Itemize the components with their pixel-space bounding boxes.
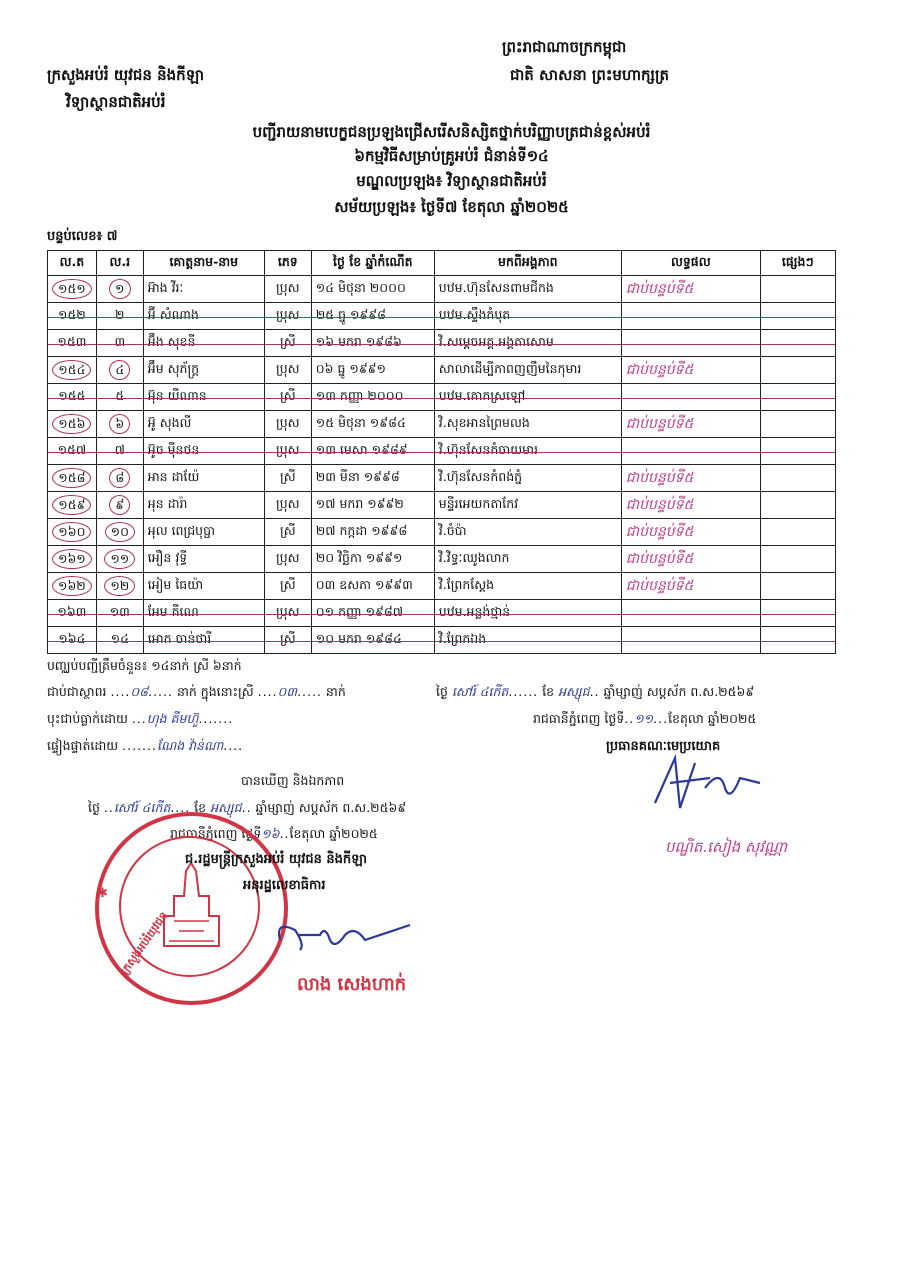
cell-seq [96,357,143,384]
table-row [48,573,836,600]
cell-no-text: ១៥៤ [52,360,91,380]
cell-from-text: បឋម.ហ៊ុនសែនពាមជីកង [438,279,554,295]
cell-sex [264,276,311,303]
cell-result-text: ជាប់បន្ទប់ទី៥ [625,280,694,297]
present-unit: នាក់ ក្នុងនោះស្រី [176,684,254,699]
cell-name-text: អ៊ាង វីរៈ [147,279,184,295]
cell-seq-text: ១១ [104,549,135,569]
lunar-year: ឆ្នាំម្សាញ់ សប្តស័ក ព.ស.២៥៦៩ [603,684,755,699]
cell-from-text: វិ.វិទ្ធៈឈូងលាក [438,549,510,565]
table-row [48,384,836,411]
cell-seq-text: ៩ [109,495,130,515]
table-row [48,330,836,357]
cell-sex-text: ស្រី [279,333,296,349]
cell-seq [96,573,143,600]
col-header: ល.ត [48,251,97,276]
present-label: ជាប់ជាស្ថាពរ [47,684,107,699]
cell-note [760,357,835,384]
seen-title-1: ជ.រដ្ឋមន្ត្រីក្រសួងអប់រំ យុវជន និងកីឡា [185,852,368,867]
present-count: ០៨ [130,684,149,699]
cell-name-text: អ៊ូ សុងលី [147,414,192,430]
cell-seq-text: ៨ [109,468,130,488]
lunar-month-handwriting: អស្សុជ [558,684,590,699]
cell-sex [264,573,311,600]
cell-from [434,573,621,600]
cell-result [621,546,760,573]
present-female-unit: នាក់ [325,684,346,699]
col-header: ថ្ងៃ ខែ ឆ្នាំកំណើត [311,251,434,276]
cell-name [143,519,264,546]
cell-no [48,519,97,546]
cell-no [48,600,97,627]
cell-no-text: ១៥៦ [52,414,91,434]
cell-from-text: សាលាដើម្បីភាពញញឹមនៃកុមារ [438,360,582,376]
cell-dob [311,276,434,303]
cell-sex [264,438,311,465]
kingdom-header: ព្រះរាជាណាចក្រកម្ពុជា [502,38,627,56]
cell-result [621,600,760,627]
candidate-table [47,250,836,654]
cell-sex-text: ស្រី [279,522,296,538]
cell-sex-text: ស្រី [279,387,296,403]
seen-month-handwriting: អស្សុជ [210,800,242,815]
cell-name [143,465,264,492]
cell-note [760,627,835,654]
solar-day-handwriting: ១១ [634,711,654,726]
cell-name-text: អែម គីណេ [147,603,199,619]
table-row [48,465,836,492]
cell-name-text: អ៊ុន យីណាន [147,387,207,403]
cell-dob-text: ២០ វិច្ឆិកា ១៩៩១ [315,549,403,565]
cell-dob [311,627,434,654]
cell-sex-text: ប្រុស [276,279,300,295]
approver-name: លាង សេងហាក់ [297,974,407,995]
cell-name [143,546,264,573]
cell-name-text: អឿន វុទ្ធី [147,549,188,565]
cell-name [143,573,264,600]
table-row [48,546,836,573]
cell-seq [96,276,143,303]
cell-dob [311,492,434,519]
cell-no-text: ១៥៥ [58,387,86,403]
cell-sex [264,303,311,330]
cell-name-text: អ៊ូច ម៉ីនថន [147,441,200,457]
cell-result [621,411,760,438]
cell-dob [311,465,434,492]
cell-no [48,546,97,573]
cell-result-text: ជាប់បន្ទប់ទី៥ [625,415,694,432]
cell-result [621,627,760,654]
cell-result [621,492,760,519]
cell-name-text: អាន ដាយ៉ែ [147,468,200,484]
solar-suffix: ខែតុលា ឆ្នាំ២០២៥ [668,711,757,726]
cell-result [621,465,760,492]
cell-seq-text: ៥ [115,387,125,403]
cell-dob [311,357,434,384]
cell-dob [311,303,434,330]
cell-seq [96,330,143,357]
cell-dob [311,573,434,600]
cell-dob-text: ០៦ ធ្នូ ១៩៩១ [315,360,386,376]
cell-dob-text: ១៤ មិថុនា ២០០០ [315,279,406,295]
cell-from [434,330,621,357]
cell-from-text: វិ.ព្រែកឯង [438,630,487,646]
cell-seq-text: ១៣ [109,603,130,619]
cell-name [143,384,264,411]
checked-by-label: ផ្ទៀងផ្ទាត់ដោយ [47,738,119,753]
cell-no [48,384,97,411]
cell-seq-text: ១២ [104,576,135,596]
cell-result [621,330,760,357]
cell-result [621,384,760,411]
cell-from-text: បឋម.ស្ទឹងកំបុត [438,306,511,322]
chief-signature [640,748,770,818]
cell-from-text: បឋម.អន្លង់ថ្មាន់ [438,603,511,619]
cell-from [434,276,621,303]
cell-sex [264,546,311,573]
cell-result-text: ជាប់បន្ទប់ទី៥ [625,523,694,540]
cell-from [434,438,621,465]
cell-name-text: អ៊ី សំណាង [147,306,199,322]
cell-note [760,384,835,411]
seen-solar-day-handwriting: ១៦ [261,826,280,841]
cell-dob-text: ១៦ មករា ១៩៨៦ [315,333,402,349]
cell-seq-text: ១ [109,279,130,299]
cell-result-text: ជាប់បន្ទប់ទី៥ [625,550,694,567]
col-header: ល.រ [96,251,143,276]
cell-result-text: ជាប់បន្ទប់ទី៥ [625,361,694,378]
cell-no [48,276,97,303]
cell-result [621,438,760,465]
cell-result-text: ជាប់បន្ទប់ទី៥ [625,577,694,594]
cell-no-text: ១៥២ [58,306,86,322]
cell-no-text: ១៦១ [52,549,92,569]
cell-from [434,627,621,654]
approver-signature [270,905,420,965]
cell-from-text: វិ.ហ៊ុនសែនកំពង់ភ្នំ [438,468,523,484]
cell-sex [264,492,311,519]
table-header-row [48,251,836,276]
cell-result [621,519,760,546]
cell-seq [96,600,143,627]
cell-from [434,519,621,546]
cell-no-text: ១៥៩ [52,495,91,515]
table-row [48,438,836,465]
cell-sex-text: ស្រី [279,468,296,484]
cell-seq-text: ៧ [114,441,125,457]
cell-sex [264,465,311,492]
closed-by-line: បុះជាប់ធ្លាក់ដោយ ...ហុង គីមហ៊ួ....... [47,711,234,726]
cell-from [434,465,621,492]
cell-dob-text: ២៣ មីនា ១៩៩៨ [315,468,400,484]
cell-seq-text: ១៤ [110,630,129,646]
cell-seq [96,303,143,330]
seal-star-left: ✱ [97,886,108,901]
lunar-month-label: ខែ [542,684,555,699]
cell-from-text: បឋម.គោកស្រឡៅ [438,387,526,403]
cell-seq-text: ៤ [109,360,130,380]
table-row [48,492,836,519]
table-row [48,519,836,546]
cell-from-text: វិ.ព្រែកស្ដែង [438,576,495,592]
cell-seq [96,627,143,654]
cell-note [760,573,835,600]
chief-title: ប្រធានគណៈមេប្រយោគ [606,739,721,754]
title-line-4: សម័យប្រឡង៖ ថ្ងៃទី៧ ខែតុលា ឆ្នាំ២០២៥ [334,198,569,216]
solar-prefix: រាជធានីភ្នំពេញ ថ្ងៃទី [533,711,625,726]
cell-dob-text: ១៣ កញ្ញា ២០០០ [315,387,404,403]
cell-no [48,438,97,465]
cell-note [760,303,835,330]
cell-seq [96,465,143,492]
cell-sex-text: ប្រុស [276,603,300,619]
cell-name-text: អោក ចាន់ថារី [147,630,212,646]
cell-name [143,330,264,357]
cell-no [48,411,97,438]
seen-solar-line: រាជធានីភ្នំពេញ ថ្ងៃទី១៦..ខែតុលា ឆ្នាំ២០២៥ [170,826,378,841]
cell-from-text: វិ.ចំប៉ា [438,522,467,538]
cell-sex [264,357,311,384]
cell-name-text: អ៊ឹម សុភ័ក្ត្រ [147,360,200,376]
cell-no [48,357,97,384]
cell-dob [311,411,434,438]
closed-by-handwriting: ហុង គីមហ៊ួ [146,711,199,726]
cell-name-text: អុល ពេជ្របុប្ផា [147,522,215,538]
cell-no [48,492,97,519]
cell-from-text: មន្ទីរអេយកតាកែវ [438,495,519,511]
cell-note [760,546,835,573]
col-header: ភេទ [264,251,311,276]
checked-by-handwriting: ណែង វ៉ាន់ណា [156,738,224,753]
cell-result-text: ជាប់បន្ទប់ទី៥ [625,496,694,513]
cell-sex-text: ប្រុស [276,360,300,376]
closed-by-label: បុះជាប់ធ្លាក់ដោយ [47,711,128,726]
cell-seq-text: ៦ [109,414,130,434]
chief-name: បណ្ឌិត.សៀង សុវណ្ណា [665,838,788,856]
cell-note [760,465,835,492]
cell-seq [96,492,143,519]
checked-by-line: ផ្ទៀងផ្ទាត់ដោយ .......ណែង វ៉ាន់ណា.... [47,738,244,753]
seen-lunar-label: ថ្ងៃ [88,800,100,815]
ministry-name: ក្រសួងអប់រំ យុវជន និងកីឡា [47,66,205,84]
cell-result [621,303,760,330]
table-row [48,627,836,654]
cell-no-text: ១៦៣ [57,603,87,619]
cell-sex [264,627,311,654]
cell-name-text: អ៊ឹង សុខនី [147,333,196,349]
cell-dob-text: ១៧ មករា ១៩៩២ [315,495,404,511]
table-row [48,600,836,627]
cell-from [434,411,621,438]
cell-seq [96,519,143,546]
cell-note [760,438,835,465]
title-line-3: មណ្ឌលប្រឡង៖ វិទ្យាស្ថានជាតិអប់រំ [356,172,547,190]
seen-solar-prefix: រាជធានីភ្នំពេញ ថ្ងៃទី [170,826,262,841]
cell-note [760,276,835,303]
cell-from [434,600,621,627]
cell-sex-text: ប្រុស [276,441,300,457]
cell-sex-text: ស្រី [279,576,296,592]
seal-text: ក្រសួងអប់រំយុវជន [118,909,171,977]
col-header: ផ្សេងៗ [760,251,835,276]
cell-note [760,492,835,519]
cell-sex [264,411,311,438]
cell-name-text: អៀម ធៃយ៉ា [147,576,204,592]
cell-from-text: វិ.ហ៊ុនសែនកំចាយមារ [438,441,538,457]
cell-seq [96,411,143,438]
cell-dob-text: ២៥ ធ្នូ ១៩៩៨ [315,306,386,322]
col-header: លទ្ធផល [621,251,760,276]
cell-no-text: ១៥១ [52,279,92,299]
cell-result-text: ជាប់បន្ទប់ទី៥ [625,469,694,486]
cell-name [143,627,264,654]
cell-note [760,411,835,438]
cell-dob-text: ២៧ កក្កដា ១៩៩៨ [315,522,408,538]
table-row [48,303,836,330]
cell-dob [311,330,434,357]
cell-dob [311,546,434,573]
cell-no-text: ១៦២ [52,576,92,596]
lunar-date-line: ថ្ងៃ សៅរ៍ ៤កើត...... ខែ អស្សុជ.. ឆ្នាំម្សាញ់ សប្តស័ក ព.ស.២៥៦៩ [436,684,755,699]
cell-dob-text: ១០ មករា ១៩៨៤ [315,630,402,646]
cell-dob [311,438,434,465]
cell-seq-text: ៣ [114,333,126,349]
cell-no-text: ១៦៤ [58,630,86,646]
seen-lunar-year: ឆ្នាំម្សាញ់ សប្តស័ក ព.ស.២៥៦៩ [255,800,407,815]
lunar-date-label: ថ្ងៃ [436,684,448,699]
table-row [48,411,836,438]
cell-dob-text: ១៣ មេសា ១៩៨៩ [315,441,408,457]
table-row [48,357,836,384]
cell-dob-text: ១៥ មិថុនា ១៩៨៤ [315,414,406,430]
cell-from [434,546,621,573]
cell-name [143,357,264,384]
cell-note [760,600,835,627]
cell-name [143,411,264,438]
cell-sex [264,519,311,546]
room-label: បន្ទប់លេខ៖ ៧ [47,229,118,244]
cell-sex-text: ប្រុស [276,414,300,430]
cell-sex [264,330,311,357]
temple-emblem-icon [154,861,229,951]
cell-no [48,330,97,357]
cell-note [760,330,835,357]
cell-sex [264,384,311,411]
seen-label: បានឃើញ និងឯកភាព [241,773,345,788]
cell-sex-text: ប្រុស [276,495,300,511]
total-summary: បញ្ឈប់បញ្ជីត្រឹមចំនួន៖ ១៤នាក់ ស្រី ៦នាក់ [47,658,242,673]
title-line-2: ៦កម្មវិធីសម្រាប់គ្រូអប់រំ ជំនាន់ទី១៤ [354,147,549,165]
cell-seq-text: ២ [115,306,125,322]
cell-no-text: ១៦០ [52,522,91,542]
cell-result [621,573,760,600]
cell-dob-text: ០១ កញ្ញា ១៩៨៧ [315,603,404,619]
cell-dob [311,384,434,411]
seen-solar-suffix: ខែតុលា ឆ្នាំ២០២៥ [289,826,378,841]
cell-sex-text: ប្រុស [276,549,300,565]
lunar-date-handwriting: សៅរ៍ ៤កើត [451,684,509,699]
seen-lunar-handwriting: សៅរ៍ ៤កើត [113,800,171,815]
cell-sex-text: ប្រុស [276,306,300,322]
title-line-1: បញ្ជីរាយនាមបេក្ខជនប្រឡងជ្រើសរើសនិស្សិតថ្នាក់បរិញ្ញាបត្រជាន់ខ្ពស់អប់រំ [252,123,651,141]
cell-name [143,492,264,519]
table-row [48,276,836,303]
cell-no-text: ១៥៣ [57,333,87,349]
cell-no [48,627,97,654]
cell-sex-text: ស្រី [279,630,296,646]
col-header: គោត្តនាម-នាម [143,251,264,276]
cell-dob-text: ០៣ ឧសភា ១៩៩៣ [315,576,413,592]
cell-seq [96,546,143,573]
cell-name [143,600,264,627]
cell-from-text: វិ.សុខអានព្រៃមលង [438,414,530,430]
cell-seq-text: ១០ [105,522,135,542]
seen-month-label: ខែ [194,800,207,815]
cell-no-text: ១៥៨ [52,468,91,488]
institute-name: វិទ្យាស្ថានជាតិអប់រំ [66,93,166,111]
cell-from [434,384,621,411]
cell-seq [96,438,143,465]
cell-result [621,357,760,384]
col-header: មកពីអង្គភាព [434,251,621,276]
cell-name [143,438,264,465]
cell-sex [264,600,311,627]
cell-name [143,303,264,330]
cell-seq [96,384,143,411]
cell-result [621,276,760,303]
cell-name-text: អុន ដារ៉ា [147,495,188,511]
cell-no [48,303,97,330]
cell-from-text: វិ.សម្ដេចអគ្គ.អង្គតាសោម [438,333,554,349]
cell-from [434,357,621,384]
cell-dob [311,519,434,546]
cell-note [760,519,835,546]
cell-no-text: ១៥៧ [57,441,87,457]
official-seal [95,812,288,1005]
cell-dob [311,600,434,627]
seen-lunar-line: ថ្ងៃ ..សៅរ៍ ៤កើត.... ខែ អស្សុជ.. ឆ្នាំម្សាញ់ សប្តស័ក ព.ស.២៥៦៩ [88,800,407,815]
present-line: ជាប់ជាស្ថាពរ ....០៨..... នាក់ ក្នុងនោះស្រី ....០៣..... នាក់ [47,684,346,699]
cell-no [48,465,97,492]
cell-name [143,276,264,303]
motto-header: ជាតិ សាសនា ព្រះមហាក្សត្រ [510,66,669,84]
cell-from [434,303,621,330]
solar-date-line: រាជធានីភ្នំពេញ ថ្ងៃទី..១១...ខែតុលា ឆ្នាំ២០២៥ [533,711,757,726]
cell-no [48,573,97,600]
seen-title-2: អនុរដ្ឋលេខាធិការ [243,878,326,893]
present-female: ០៣ [277,684,298,699]
cell-from [434,492,621,519]
